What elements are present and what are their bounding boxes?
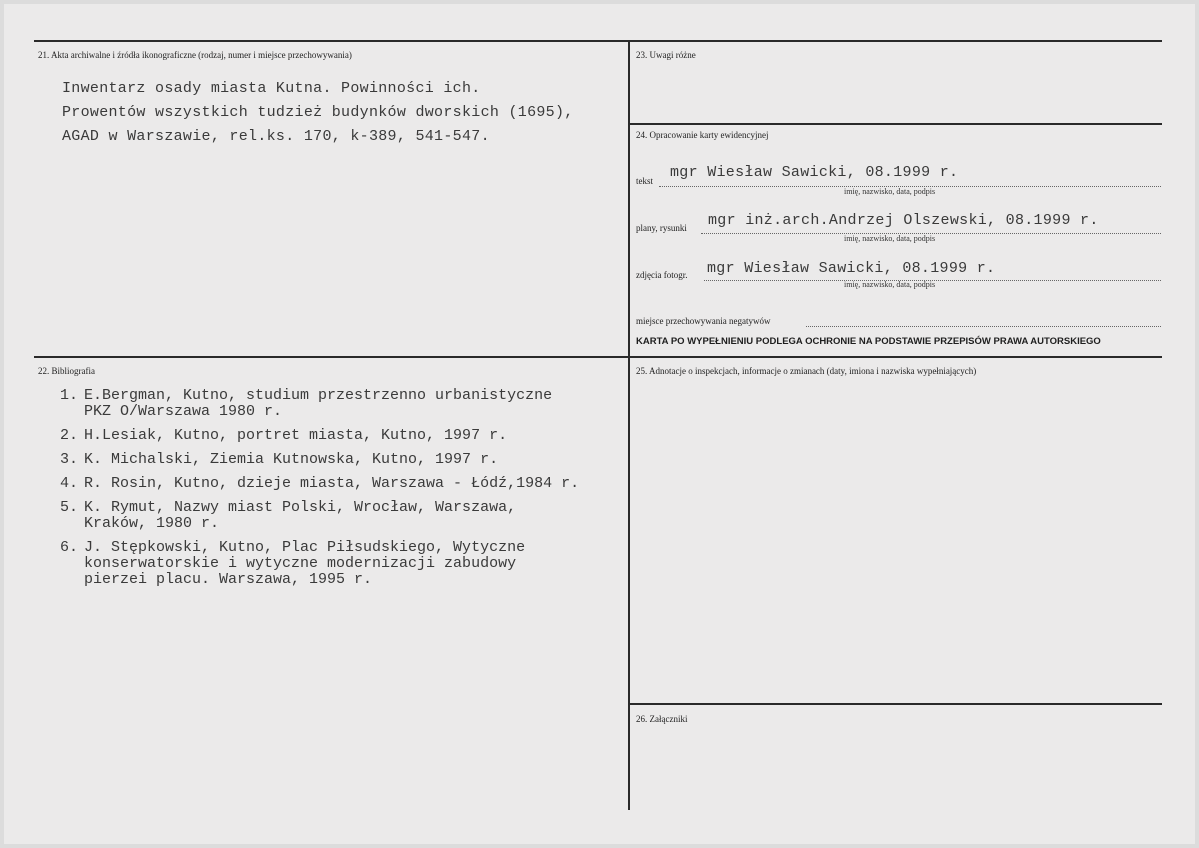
record-card — [4, 4, 1195, 844]
section-25-label: 25. Adnotacje o inspekcjach, informacje o zmianach (daty, imiona i nazwiska wypełniających) — [636, 366, 977, 376]
section-21-label: 21. Akta archiwalne i źródła ikonograficzne (rodzaj, numer i miejsce przechowywania) — [38, 50, 352, 60]
right-lower-divider — [630, 703, 1162, 705]
negatywy-label: miejsce przechowywania negatywów — [636, 316, 771, 326]
tekst-value: mgr Wiesław Sawicki, 08.1999 r. — [670, 164, 959, 181]
right-middle-divider — [630, 356, 1162, 358]
right-top-divider — [630, 123, 1162, 125]
tekst-label: tekst — [636, 176, 653, 186]
left-middle-divider — [34, 356, 628, 358]
bibliography-list — [60, 388, 579, 596]
section-22-label: 22. Bibliografia — [38, 366, 95, 376]
bibliography-item: 2. H.Lesiak, Kutno, portret miasta, Kutno, 1997 r. — [60, 427, 508, 444]
tekst-caption: imię, nazwisko, data, podpis — [844, 187, 936, 196]
section-23-label: 23. Uwagi różne — [636, 50, 696, 60]
bibliography-item: 1. E.Bergman, Kutno, studium przestrzenno urbanistyczne PKZ O/Warszawa 1980 r. — [60, 387, 553, 420]
center-divider — [628, 40, 630, 810]
plany-value: mgr inż.arch.Andrzej Olszewski, 08.1999 r. — [708, 212, 1099, 229]
bibliography-item: 4. R. Rosin, Kutno, dzieje miasta, Warszawa - Łódź,1984 r. — [60, 475, 580, 492]
bibliography-item: 5. K. Rymut, Nazwy miast Polski, Wrocław, Warszawa, Kraków, 1980 r. — [60, 499, 517, 532]
plany-label: plany, rysunki — [636, 223, 687, 233]
top-border — [34, 40, 1162, 42]
bibliography-item: 6. J. Stępkowski, Kutno, Plac Piłsudskiego, Wytyczne konserwatorskie i wytyczne modernizacji zabudowy pierzei placu. Warszawa, 1995 r. — [60, 539, 526, 588]
section-24-label: 24. Opracowanie karty ewidencyjnej — [636, 130, 769, 140]
section-26-label: 26. Załączniki — [636, 714, 688, 724]
bibliography-item: 3. K. Michalski, Ziemia Kutnowska, Kutno, 1997 r. — [60, 451, 499, 468]
zdjecia-label: zdjęcia fotogr. — [636, 270, 688, 280]
archive-line-3: AGAD w Warszawie, rel.ks. 170, k-389, 541-547. — [62, 128, 490, 145]
zdjecia-value: mgr Wiesław Sawicki, 08.1999 r. — [707, 260, 996, 277]
archive-line-2: Prowentów wszystkich tudzież budynków dworskich (1695), — [62, 104, 574, 121]
archive-line-1: Inwentarz osady miasta Kutna. Powinności ich. — [62, 80, 481, 97]
plany-caption: imię, nazwisko, data, podpis — [844, 234, 936, 243]
negatywy-dotted-line — [806, 326, 1161, 327]
zdjecia-caption: imię, nazwisko, data, podpis — [844, 280, 936, 289]
copyright-notice: KARTA PO WYPEŁNIENIU PODLEGA OCHRONIE NA PODSTAWIE PRZEPISÓW PRAWA AUTORSKIEGO — [636, 336, 1101, 347]
